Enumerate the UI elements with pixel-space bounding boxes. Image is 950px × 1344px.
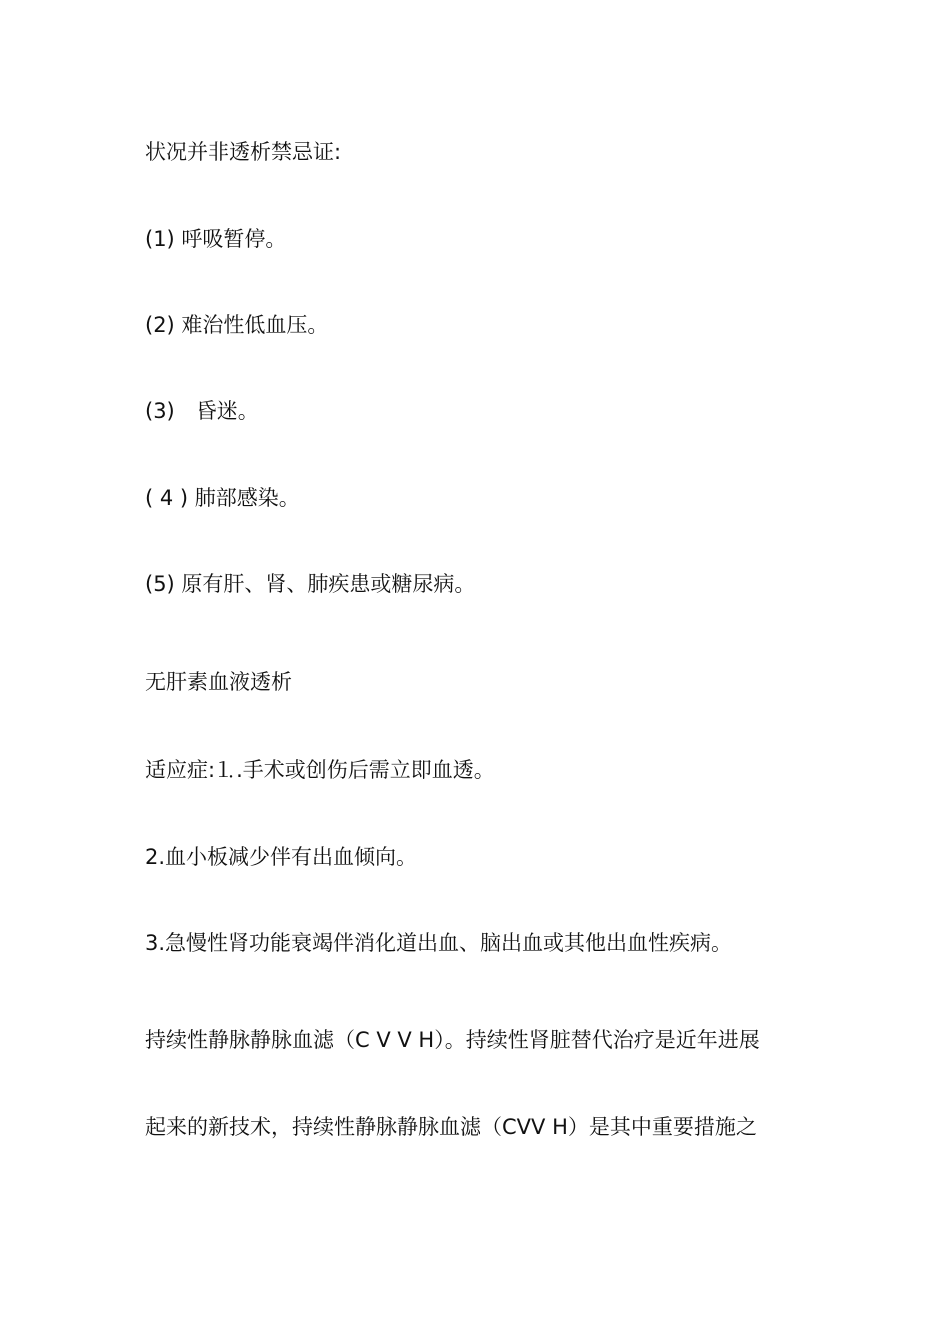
indication-item-2: 2.血小板减少伴有出血倾向。 [145, 845, 418, 869]
list-item-5: (5) 原有肝、肾、肺疾患或糖尿病。 [145, 572, 476, 596]
list-item-2: (2) 难治性低血压。 [145, 313, 329, 337]
list-item-3: (3) 昏迷。 [145, 399, 259, 423]
section-heading: 无肝素血液透析 [145, 670, 292, 694]
list-item-1: (1) 呼吸暂停。 [145, 227, 287, 251]
indication-line: 适应症:⒈.手术或创伤后需立即血透。 [145, 758, 495, 782]
indication-item-3: 3.急慢性肾功能衰竭伴消化道出血、脑出血或其他出血性疾病。 [145, 931, 733, 955]
intro-line: 状况并非透析禁忌证: [145, 140, 342, 164]
list-item-4: ( 4 ) 肺部感染。 [145, 486, 300, 510]
paragraph-line-2: 起来的新技术，持续性静脉静脉血滤（CVV H）是其中重要措施之 [145, 1115, 757, 1139]
paragraph-line-1: 持续性静脉静脉血滤（C V V H）。持续性肾脏替代治疗是近年进展 [145, 1028, 760, 1052]
